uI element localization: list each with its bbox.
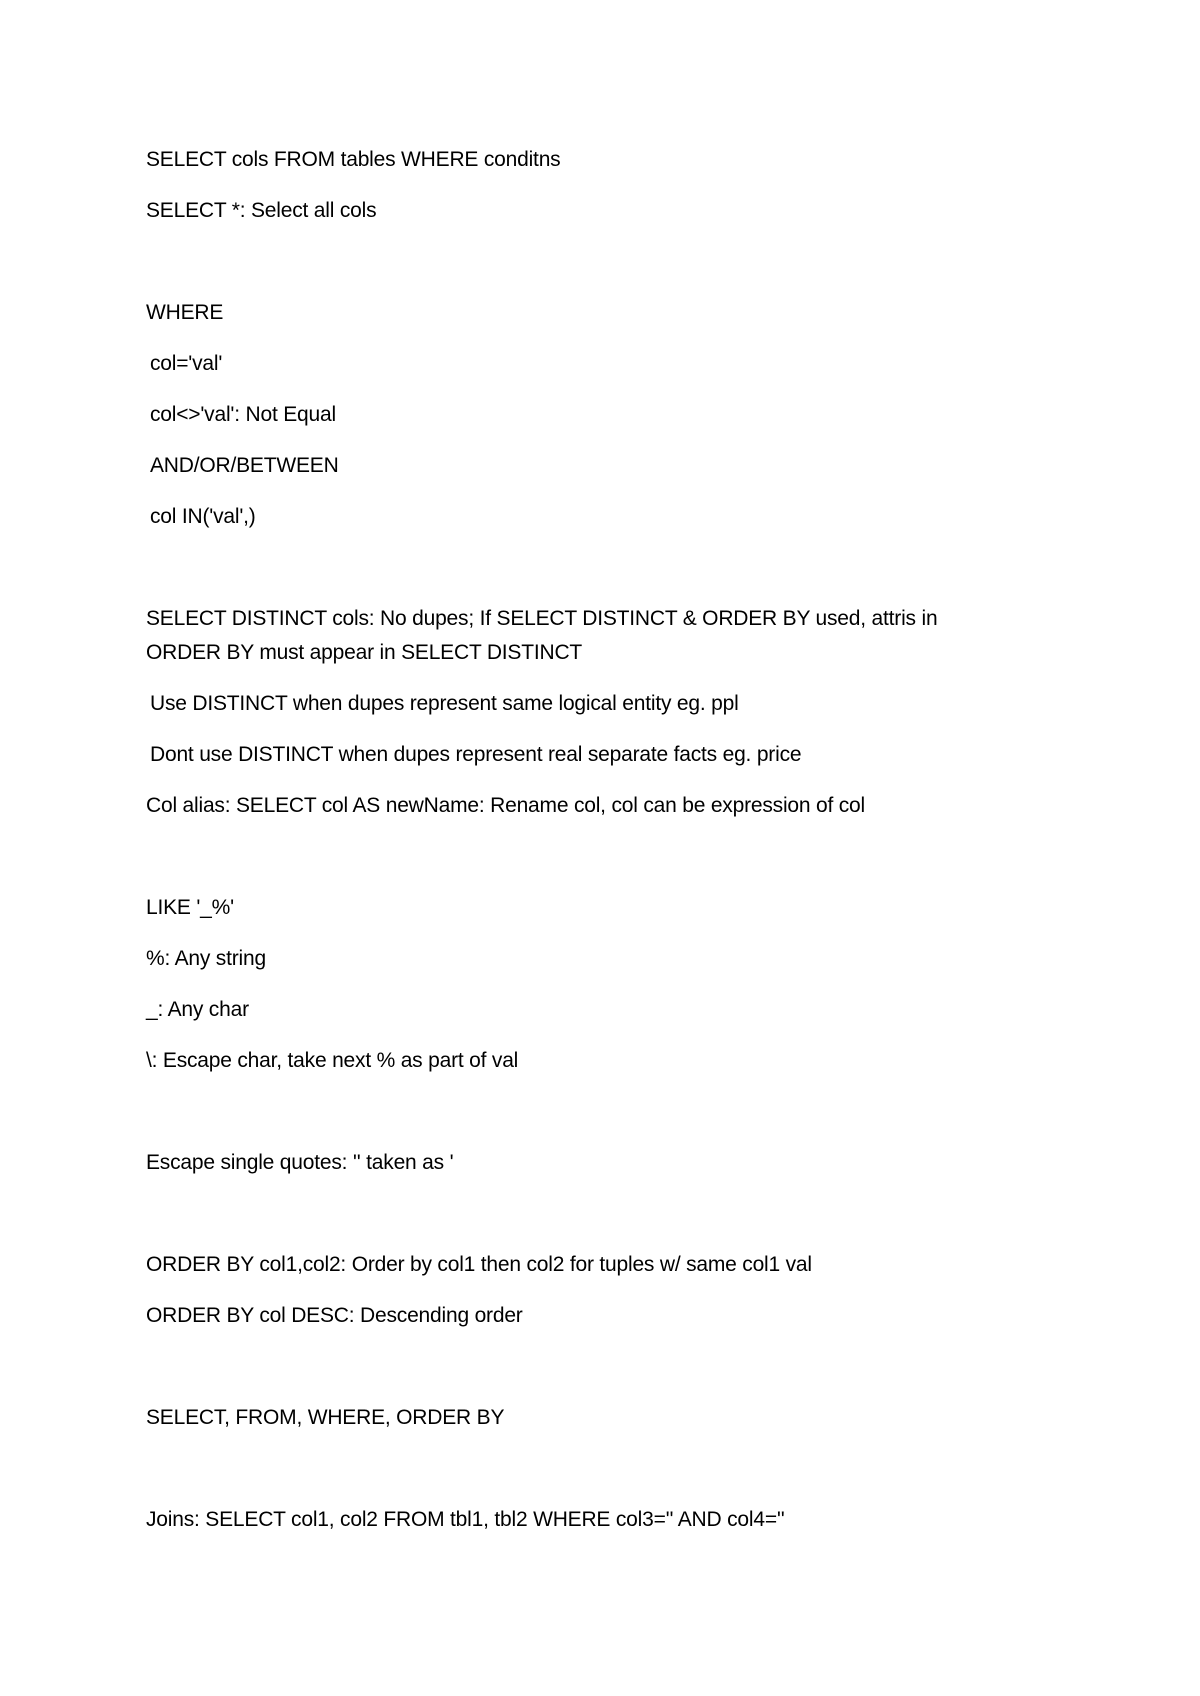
- text-line: \: Escape char, take next % as part of val: [146, 1049, 519, 1072]
- text-line: ORDER BY col DESC: Descending order: [146, 1304, 523, 1327]
- text-line: SELECT cols FROM tables WHERE conditns: [146, 148, 561, 171]
- section-heading-like: LIKE '_%': [146, 896, 234, 919]
- text-line: Joins: SELECT col1, col2 FROM tbl1, tbl2 WHERE col3='' AND col4='': [146, 1508, 785, 1531]
- text-line: ORDER BY must appear in SELECT DISTINCT: [146, 641, 583, 664]
- text-line: Col alias: SELECT col AS newName: Rename col, col can be expression of col: [146, 794, 866, 817]
- text-line: col IN('val',): [150, 505, 256, 528]
- text-line: Escape single quotes: '' taken as ': [146, 1151, 454, 1174]
- text-line: %: Any string: [146, 947, 266, 970]
- text-line: ORDER BY col1,col2: Order by col1 then col2 for tuples w/ same col1 val: [146, 1253, 812, 1276]
- text-line: Use DISTINCT when dupes represent same logical entity eg. ppl: [150, 692, 739, 715]
- text-line: col='val': [150, 352, 223, 375]
- text-line: AND/OR/BETWEEN: [150, 454, 339, 477]
- text-line: SELECT, FROM, WHERE, ORDER BY: [146, 1406, 505, 1429]
- text-line: col<>'val': Not Equal: [150, 403, 336, 426]
- text-line: SELECT *: Select all cols: [146, 199, 377, 222]
- text-line: _: Any char: [146, 998, 249, 1021]
- text-line: Dont use DISTINCT when dupes represent real separate facts eg. price: [150, 743, 802, 766]
- text-line: SELECT DISTINCT cols: No dupes; If SELECT DISTINCT & ORDER BY used, attris in: [146, 607, 938, 630]
- section-heading-where: WHERE: [146, 301, 224, 324]
